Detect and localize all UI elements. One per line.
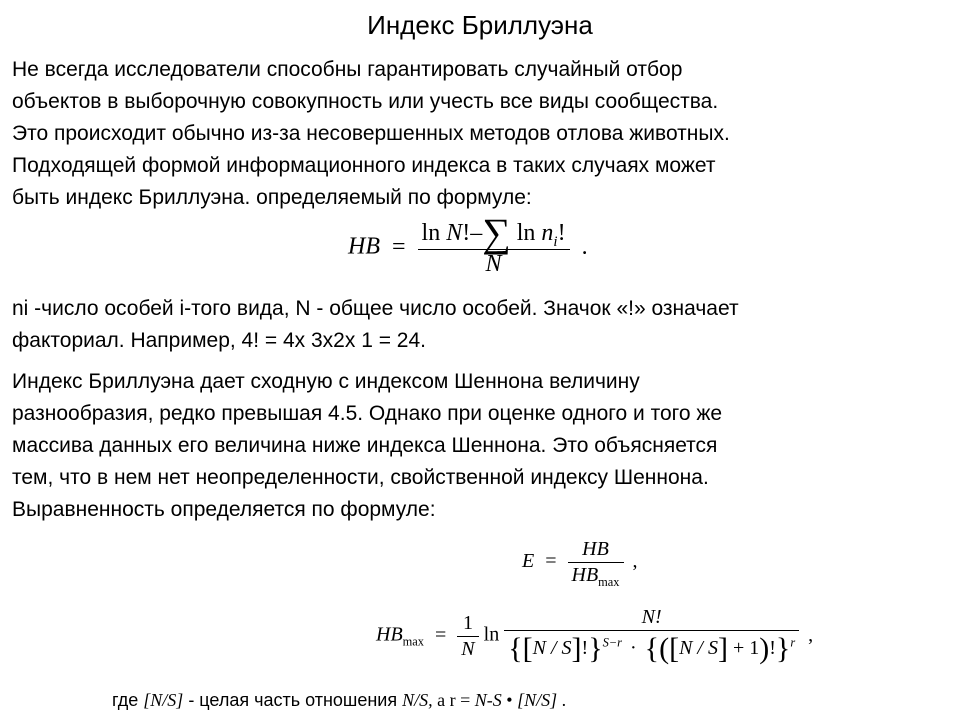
exponent-S-minus-r: S−r [602, 635, 622, 650]
footnote-math: N/S, [402, 690, 433, 710]
bracket-close: ] [571, 632, 582, 665]
fraction-bar [457, 636, 478, 637]
formula-lhs: E [522, 550, 535, 573]
paren-open: ( [659, 632, 670, 665]
subscript-max: max [598, 575, 620, 589]
var-N: N [446, 220, 463, 246]
formula-equals: = [435, 623, 447, 646]
subscript-i: i [553, 233, 558, 250]
text-line: разнообразия, редко превышая 4.5. Однако при оценке одного и того же [12, 402, 723, 425]
footnote-math: [N/S] [143, 690, 184, 710]
text-line: Это происходит обычно из-за несовершенных методов отлова животных. [12, 122, 730, 145]
text-line: Подходящей формой информационного индекса в таких случаях может [12, 154, 716, 177]
paragraph-comparison [12, 366, 722, 526]
text-line: объектов в выборочную совокупность или учесть все виды сообщества. [12, 90, 719, 113]
slide-title: Индекс Бриллуэна [367, 10, 593, 40]
formula-period: . [581, 233, 588, 260]
formula-denominator: N [485, 251, 502, 277]
text-line: Индекс Бриллуэна дает сходную с индексом Шеннона величину [12, 370, 640, 393]
plus-one: + 1 [732, 637, 760, 659]
bracket-close: ] [717, 632, 728, 665]
brace-close: } [588, 632, 603, 665]
formula-numerator: HB [582, 538, 609, 560]
text-line: тем, что в нем нет неопределенности, свойственной индексу Шеннона. [12, 466, 709, 489]
footnote-text: - целая часть отношения [183, 690, 403, 710]
text-line: Выравненность определяется по формуле: [12, 498, 436, 521]
fraction-bar [568, 562, 624, 563]
formula-evenness [522, 538, 638, 587]
ln-symbol: ln [516, 220, 536, 246]
exponent-r: r [790, 635, 796, 650]
text-line: ni -число особей i-того вида, N - общее число особей. Значок «!» означает [12, 297, 739, 320]
ratio-N-S: N / S [532, 637, 572, 659]
var-n: n [541, 220, 554, 246]
multiply-dot: · [629, 637, 637, 659]
paragraph-definitions [12, 293, 739, 357]
footnote-text: а r = [432, 690, 475, 710]
formula-equals: = [392, 233, 406, 260]
factorial-symbol: ! [769, 637, 776, 659]
formula-equals: = [545, 550, 557, 573]
formula-numerator [418, 210, 570, 255]
text-line: факториал. Например, 4! = 4x 3x2x 1 = 24. [12, 329, 427, 352]
ln-symbol: ln [483, 623, 500, 646]
footnote-math: [N/S] [517, 690, 558, 710]
footnote-text: • [501, 690, 518, 710]
formula-numerator: N! [641, 606, 662, 628]
footnote-text: где [112, 690, 144, 710]
fraction-bar [504, 630, 799, 631]
sum-symbol: ∑ [482, 210, 511, 255]
paragraph-intro [12, 54, 730, 214]
formula-denominator: N [461, 637, 475, 660]
ln-symbol: ln [421, 220, 441, 246]
text-line: быть индекс Бриллуэна. определяемый по формуле: [12, 186, 532, 209]
footnote-text: . [557, 690, 567, 710]
formula-fraction [568, 538, 624, 587]
formula-comma: , [632, 550, 638, 573]
formula-fraction [418, 210, 570, 278]
ratio-N-S: N / S [679, 637, 718, 659]
footnote-math: N-S [474, 690, 502, 710]
brace-open: { [644, 632, 660, 665]
subscript-max: max [402, 634, 425, 649]
formula-comma: , [808, 623, 814, 646]
bracket-open: [ [669, 632, 680, 665]
text-line: массива данных его величина ниже индекса Шеннона. Это объясняется [12, 434, 718, 457]
minus-symbol: – [470, 220, 483, 246]
paren-close: ) [759, 632, 770, 665]
formula-numerator: 1 [462, 611, 473, 634]
bracket-open: [ [522, 632, 533, 665]
brace-close: } [775, 632, 791, 665]
formula-lhs: HB [376, 623, 403, 646]
text-line: Не всегда исследователи способны гарантировать случайный отбор [12, 58, 683, 81]
factorial-symbol: ! [581, 637, 589, 659]
factorial-symbol: ! [462, 220, 471, 246]
formula-lhs: HB [348, 233, 380, 260]
formula-fraction-main [504, 606, 799, 666]
factorial-symbol: ! [557, 220, 566, 246]
formula-denominator [504, 632, 799, 666]
brace-open: { [508, 632, 523, 665]
var-HB: HB [571, 564, 599, 586]
formula-brillouin [348, 210, 588, 278]
footnote [112, 688, 566, 712]
formula-hbmax [376, 606, 813, 666]
formula-denominator [568, 564, 624, 587]
fraction-one-over-N [457, 612, 478, 661]
